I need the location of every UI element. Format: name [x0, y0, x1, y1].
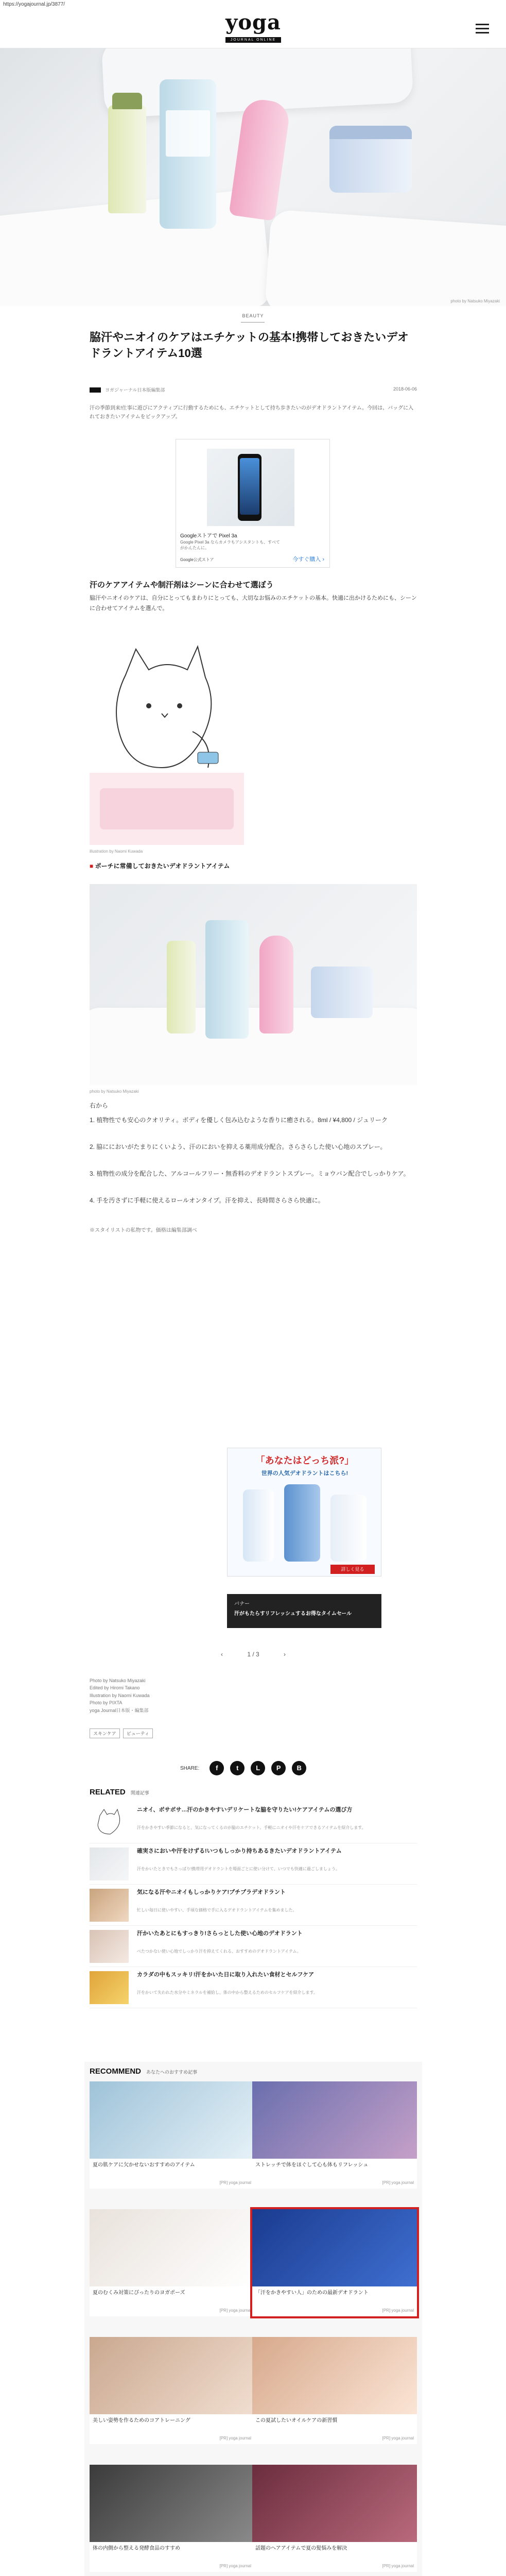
- article-source[interactable]: ヨガジャーナル日本版編集部: [105, 387, 165, 393]
- recommend-card[interactable]: ストレッチで体をほぐして心も体もリフレッシュ [PR] yoga journal: [252, 2081, 417, 2189]
- hatena-share-icon[interactable]: B: [292, 1761, 306, 1775]
- related-thumb: [90, 1848, 129, 1880]
- article-lead: 汗の季節到来!仕事に遊びにアクティブに行動するためにも、エチケットとして持ち歩きたいのがデオドラントアイテム。今回は、バッグに入れておきたいアイテムをピックアップ。: [90, 405, 414, 420]
- item-3: 3. 植物性の成分を配合した、アルコールフリー・無香料のデオドラントスプレー。ミョウバン配合でしっかりケア。: [90, 1170, 410, 1177]
- ad-banner-deodorant[interactable]: [227, 1448, 381, 1577]
- stylist-note: ※スタイリストの私物です。価格は編集部調べ: [90, 1228, 197, 1233]
- ad2-cta-button[interactable]: 詳しく見る: [330, 1565, 375, 1574]
- site-header: [0, 8, 506, 48]
- hero-image: [0, 48, 506, 306]
- line-share-icon[interactable]: L: [251, 1761, 265, 1775]
- ad-brand: Google公式ストア: [180, 557, 214, 562]
- site-logo-sub: JOURNAL ONLINE: [225, 37, 281, 43]
- recommend-card[interactable]: 美しい姿勢を作るためのコアトレーニング [PR] yoga journal: [90, 2337, 254, 2444]
- item-1: 1. 植物性でも安心のクオリティ。ボディを優しく包み込むような香りに癒される。8ml / ¥4,800 / ジュリーク: [90, 1116, 388, 1124]
- related-item[interactable]: 汗かいたあとにもすっきり!さらっとした使い心地のデオドラント べたつかない使い心地でしっかり汗を抑えてくれる、おすすめのデオドラントアイテム。: [90, 1927, 417, 1967]
- related-item[interactable]: カラダの中もスッキリ!汗をかいた日に取り入れたい食材とセルフケア 汗をかいて失われた水分やミネラルを補給し、体の中から整えるためのセルフケアを紹介します。: [90, 1968, 417, 2008]
- recommend-card[interactable]: 夏の肌ケアに欠かせないおすすめのアイテム [PR] yoga journal: [90, 2081, 254, 2189]
- promo-banner[interactable]: [227, 1594, 381, 1628]
- illustration-credit: illustration by Naomi Kuwada: [90, 849, 143, 854]
- related-thumb: [90, 1889, 129, 1922]
- section-heading-2: ■ ポーチに常備しておきたいデオドラントアイテム: [90, 862, 230, 870]
- tag-beauty[interactable]: ビューティ: [123, 1728, 153, 1738]
- article-date: 2018-06-06: [393, 386, 417, 392]
- related-heading: RELATED 関連記事: [90, 1788, 149, 1797]
- site-logo[interactable]: yoga: [225, 10, 281, 35]
- item-2: 2. 脇ににおいがたまりにくいよう、汗のにおいを抑える薬用成分配合。さらさらした使い心地のスプレー。: [90, 1143, 387, 1150]
- pinterest-share-icon[interactable]: P: [271, 1761, 286, 1775]
- section-heading-1: 汗のケアアイテムや制汗剤はシーンに合わせて選ぼう: [90, 581, 274, 589]
- related-item[interactable]: 確実さにおいや汗をけずる!いつもしっかり持ちあるきたいデオドラントアイテム 汗をかいたときでもさっぱり!携帯用デオドラントを場面ごとに使い分けて、いつでも快適に過ごしましょう。: [90, 1844, 417, 1885]
- related-item[interactable]: 気になる汗やニオイもしっかりケア!プチプラデオドラント 忙しい毎日に使いやすい、手頃な価格で手に入るデオドラントアイテムを集めました。: [90, 1886, 417, 1926]
- related-item[interactable]: ニオイ、ボサボサ…汗のかきやすいデリケートな脇を守りたい!ケアアイテムの選び方 汗をかきやすい季節になると、気になってくるのが脇のエチケット。手軽にニオイや汗をケアできるアイテムを紹介します。: [90, 1803, 417, 1843]
- article-title: 脇汗やニオイのケアはエチケットの基本!携帯しておきたいデオドラントアイテム10選: [90, 331, 409, 360]
- bullet-icon: ■: [90, 862, 95, 870]
- product-photo: [90, 884, 417, 1085]
- ad2-headline: 「あなたはどっち派?」: [255, 1455, 354, 1466]
- ad-phone-image: [207, 449, 294, 526]
- recommend-card[interactable]: 話題のヘアアイテムで夏の髪悩みを解決 [PR] yoga journal: [252, 2465, 417, 2572]
- pager-prev-button[interactable]: ‹: [220, 1651, 223, 1658]
- related-thumb: [90, 1930, 129, 1963]
- category-label[interactable]: BEAUTY: [242, 313, 264, 318]
- cat-illustration: [90, 618, 244, 845]
- ad-cta-button[interactable]: 今すぐ購入 ›: [292, 556, 324, 563]
- share-bar: [180, 1761, 306, 1775]
- promo-line-2: 汗がもたらすリフレッシュするお得なタイムセール: [234, 1611, 352, 1617]
- recommend-card[interactable]: 夏のむくみ対策にぴったりのヨガポーズ [PR] yoga journal: [90, 2209, 254, 2316]
- ad-banner-pixel[interactable]: [176, 439, 330, 568]
- hero-photo-credit: photo by Natsuko Miyazaki: [450, 299, 500, 303]
- section-text-1: 脇汗やニオイのケアは、自分にとってもまわりにとっても、大切なお悩みのエチケットの基本。快適に出かけるためにも、シーンに合わせてアイテムを選んで。: [90, 595, 417, 612]
- share-label: SHARE:: [180, 1765, 200, 1771]
- article-credits: Photo by Natsuko Miyazaki Edited by Hiromi Takano Illustration by Naomi Kuwada Photo by PIXTA yoga Journal日本版・編集部: [90, 1678, 150, 1713]
- pager-current: 1 / 3: [247, 1651, 259, 1658]
- browser-url: https://yogajournal.jp/3877/: [0, 0, 506, 8]
- facebook-share-icon[interactable]: f: [210, 1761, 224, 1775]
- tag-skincare[interactable]: スキンケア: [90, 1728, 120, 1738]
- source-logo-icon: [90, 387, 101, 393]
- related-thumb: [90, 1971, 129, 2004]
- ad2-sub: 世界の人気デオドラントはこちら!: [261, 1470, 348, 1477]
- hamburger-menu-icon[interactable]: [476, 24, 489, 34]
- pager-next-button[interactable]: ›: [284, 1651, 286, 1658]
- twitter-share-icon[interactable]: t: [230, 1761, 245, 1775]
- recommend-card[interactable]: 体の内側から整える発酵食品のすすめ [PR] yoga journal: [90, 2465, 254, 2572]
- category-divider: [241, 322, 265, 323]
- items-intro: 右から: [90, 1102, 109, 1109]
- tag-list: [90, 1728, 153, 1738]
- related-thumb: [90, 1806, 129, 1839]
- recommend-card[interactable]: この夏試したいオイルケアの新習慣 [PR] yoga journal: [252, 2337, 417, 2444]
- promo-line-1: バナー: [234, 1601, 250, 1607]
- ad-title: Googleストアで Pixel 3a: [180, 533, 237, 539]
- ad-text: Google Pixel 3a ならカメラもアシスタントも、すべてがかんたんに。: [180, 540, 280, 551]
- pagination: [90, 1651, 417, 1658]
- recommend-heading: RECOMMEND あなたへのおすすめ記事: [90, 2067, 198, 2076]
- recommend-card[interactable]: 「汗をかきやすい人」のための最新デオドラント [PR] yoga journal: [252, 2209, 417, 2316]
- product-photo-credit: photo by Natsuko Miyazaki: [90, 1089, 139, 1094]
- article-meta: [90, 385, 417, 396]
- item-4: 4. 手を汚さずに手軽に使えるロールオンタイプ。汗を抑え、長時間さらさら快適に。: [90, 1197, 324, 1204]
